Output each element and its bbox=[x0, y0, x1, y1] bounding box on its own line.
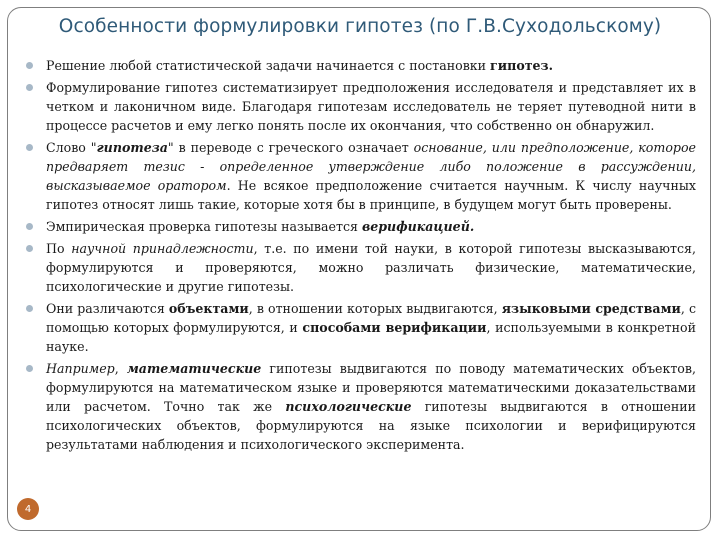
term-verification: верификацией. bbox=[361, 219, 475, 234]
list-item bbox=[16, 78, 696, 135]
text: , с помощью которых формулируются, и bbox=[46, 301, 697, 335]
text: гипотезы выдвигаются по поводу математических объектов, формулируются на математическом языке и проверяются математическими доказательствами или расчетом. Точно так же bbox=[46, 361, 696, 414]
text: Эмпирическая проверка гипотезы называется bbox=[46, 219, 362, 234]
list-item bbox=[16, 217, 696, 236]
text: " в переводе с греческого означает bbox=[167, 140, 414, 155]
bullet-icon bbox=[26, 84, 33, 91]
bullet-icon bbox=[26, 62, 33, 69]
bullet-list bbox=[16, 56, 696, 457]
term-objects: объектами bbox=[168, 301, 249, 316]
definition: основание, или предположение, которое предваряет тезис - определенное утверждение либо положение в рассуждении, высказываемое оратором bbox=[46, 140, 696, 193]
text: , используемыми в конкретной науке. bbox=[46, 320, 696, 354]
term-language-means: языковыми средствами bbox=[501, 301, 681, 316]
term-verification-methods: способами верификации bbox=[302, 320, 487, 335]
text: Решение любой статистической задачи начинается с постановки bbox=[46, 58, 491, 73]
text: Формулирование гипотез систематизирует предположения исследователя и представляет их в четком и лаконичном виде. Благодаря гипотезам исследователь не теряет путеводной нити в процессе расчетов и ему легко понять после их окончания, что собственно он обнаружил. bbox=[46, 80, 696, 133]
bullet-icon bbox=[26, 144, 33, 151]
list-item bbox=[16, 359, 696, 454]
slide-title: Особенности формулировки гипотез (по Г.В.Суходольскому) bbox=[58, 16, 662, 37]
page-number-badge: 4 bbox=[17, 498, 39, 520]
text-bold: гипотез. bbox=[490, 58, 553, 73]
text: По bbox=[46, 241, 72, 256]
text-example: Например bbox=[46, 361, 115, 376]
list-item bbox=[16, 138, 696, 214]
text: , т.е. по имени той науки, в которой гипотезы высказываются, формулируются и проверяются, можно различать физические, математические, психологические и другие гипотезы. bbox=[46, 241, 696, 294]
text: гипотезы выдвигаются в отношении психологических объектов, формулируются на языке психологии и верифицируются результатами наблюдения и психологического эксперимента. bbox=[46, 399, 696, 452]
bullet-icon bbox=[26, 365, 33, 372]
list-item bbox=[16, 299, 696, 356]
term-hypothesis: гипотеза bbox=[96, 140, 168, 155]
bullet-icon bbox=[26, 245, 33, 252]
term-mathematical: математические bbox=[126, 361, 262, 376]
text: , в отношении которых выдвигаются, bbox=[248, 301, 502, 316]
term-psychological: психологические bbox=[285, 399, 412, 414]
list-item bbox=[16, 56, 696, 75]
text: . Не всякое предположение считается научным. К числу научных гипотез относят лишь такие, которые хотя бы в принципе, в будущем могут быть проверены. bbox=[46, 178, 696, 212]
term-scientific-affiliation: научной принадлежности bbox=[71, 241, 254, 256]
bullet-icon bbox=[26, 223, 33, 230]
text: Они различаются bbox=[46, 301, 169, 316]
text: , bbox=[114, 361, 127, 376]
text: Слово " bbox=[46, 140, 97, 155]
bullet-icon bbox=[26, 305, 33, 312]
list-item bbox=[16, 239, 696, 296]
